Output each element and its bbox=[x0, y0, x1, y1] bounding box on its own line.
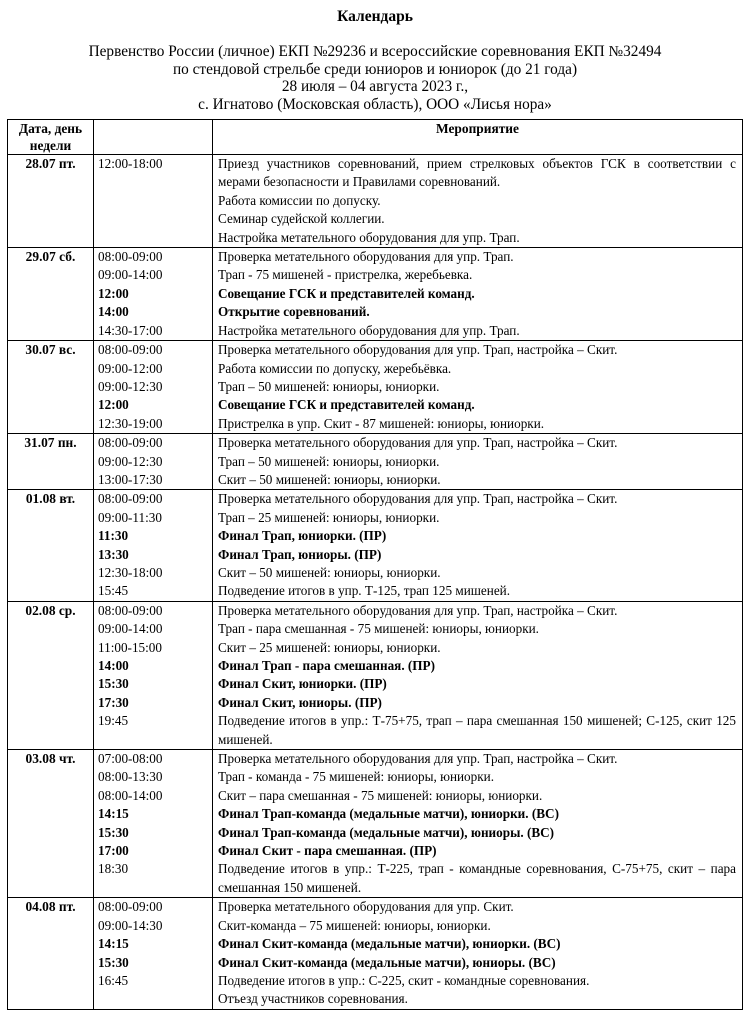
entry-event: Проверка метательного оборудования для упр. Трап, настройка – Скит. bbox=[218, 602, 618, 618]
entry-time: 16:45 bbox=[98, 972, 129, 988]
entry-time: 09:00-12:30 bbox=[98, 453, 163, 469]
entry-time: 12:30-19:00 bbox=[98, 415, 163, 431]
entry-event: Трап – 50 мишеней: юниоры, юниорки. bbox=[218, 453, 440, 469]
date-cell: 31.07 пн. bbox=[8, 434, 94, 490]
entry-time: 15:45 bbox=[98, 583, 129, 599]
entry-time: 12:00-18:00 bbox=[98, 156, 163, 172]
entry-event: Подведение итогов в упр.: Т-75+75, трап – пара смешанная 150 мишеней; С-125, скит 125 мишеней. bbox=[218, 713, 736, 747]
entry-event: Семинар судейской коллегии. bbox=[218, 211, 385, 227]
event-cell bbox=[213, 601, 743, 749]
entry-event: Работа комиссии по допуску, жеребьёвка. bbox=[218, 360, 452, 376]
date-cell: 30.07 вс. bbox=[8, 341, 94, 434]
event-cell bbox=[213, 898, 743, 1009]
entry-time: 15:30 bbox=[98, 824, 129, 840]
table-row bbox=[8, 490, 743, 601]
entry-time: 18:30 bbox=[98, 861, 129, 877]
entry-event: Финал Скит-команда (медальные матчи), юниорки. (ВС) bbox=[218, 936, 561, 952]
entry-time: 12:00 bbox=[98, 397, 129, 413]
entry-time: 08:00-09:00 bbox=[98, 435, 163, 451]
event-cell bbox=[213, 750, 743, 898]
entry-event: Скит – 25 мишеней: юниоры, юниорки. bbox=[218, 639, 441, 655]
date-cell: 03.08 чт. bbox=[8, 750, 94, 898]
entry-event: Финал Трап - пара смешанная. (ПР) bbox=[218, 658, 436, 674]
entry-event: Подведение итогов в упр. Т-125, трап 125 мишеней. bbox=[218, 583, 511, 599]
table-body bbox=[8, 155, 743, 1010]
entry-time: 12:00 bbox=[98, 285, 129, 301]
entry-event: Финал Трап-команда (медальные матчи), юниоры. (ВС) bbox=[218, 824, 555, 840]
table-row bbox=[8, 434, 743, 490]
entry-time: 08:00-09:00 bbox=[98, 342, 163, 358]
entry-event: Приезд участников соревнований, прием стрелковых объектов ГСК в соответствии с мерами безопасности и Правилами соревнований. bbox=[218, 156, 736, 190]
entry-time: 11:00-15:00 bbox=[98, 639, 162, 655]
table-header bbox=[8, 120, 743, 155]
entry-time: 17:30 bbox=[98, 694, 129, 710]
entry-time bbox=[94, 229, 212, 247]
entry-event: Трап – 50 мишеней: юниоры, юниорки. bbox=[218, 378, 440, 394]
entry-time: 14:15 bbox=[98, 936, 129, 952]
entry-time: 08:00-09:00 bbox=[98, 602, 163, 618]
entry-time: 08:00-13:30 bbox=[98, 769, 163, 785]
entry-event: Совещание ГСК и представителей команд. bbox=[218, 397, 475, 413]
entry-time: 13:30 bbox=[98, 546, 129, 562]
calendar-table bbox=[7, 119, 743, 1010]
event-cell bbox=[213, 341, 743, 434]
entry-time: 14:30-17:00 bbox=[98, 322, 163, 338]
entry-event: Трап - 75 мишеней - пристрелка, жеребьевка. bbox=[218, 267, 473, 283]
event-cell bbox=[213, 490, 743, 601]
entry-event: Финал Скит, юниоры. (ПР) bbox=[218, 694, 382, 710]
table-header-row bbox=[8, 120, 743, 155]
entry-event: Проверка метательного оборудования для упр. Скит. bbox=[218, 899, 514, 915]
entry-event: Трап - команда - 75 мишеней: юниоры, юниорки. bbox=[218, 769, 495, 785]
time-cell bbox=[94, 490, 213, 601]
entry-event: Финал Скит - пара смешанная. (ПР) bbox=[218, 843, 437, 859]
entry-time bbox=[94, 990, 212, 1008]
entry-time bbox=[94, 210, 212, 228]
table-row bbox=[8, 750, 743, 898]
entry-event: Финал Трап, юниоры. (ПР) bbox=[218, 546, 382, 562]
entry-event: Трап – 25 мишеней: юниоры, юниорки. bbox=[218, 509, 440, 525]
date-cell: 04.08 пт. bbox=[8, 898, 94, 1009]
entry-time: 08:00-14:00 bbox=[98, 787, 163, 803]
entry-event: Скит – пара смешанная - 75 мишеней: юниоры, юниорки. bbox=[218, 787, 543, 803]
page-title: Календарь bbox=[337, 8, 413, 25]
entry-time: 12:30-18:00 bbox=[98, 564, 163, 580]
entry-event: Настройка метательного оборудования для упр. Трап. bbox=[218, 322, 520, 338]
time-cell bbox=[94, 750, 213, 898]
entry-event: Проверка метательного оборудования для упр. Трап, настройка – Скит. bbox=[218, 751, 618, 767]
date-cell: 28.07 пт. bbox=[8, 155, 94, 248]
event-cell bbox=[213, 434, 743, 490]
entry-event: Открытие соревнований. bbox=[218, 304, 370, 320]
time-cell bbox=[94, 601, 213, 749]
entry-event: Финал Скит-команда (медальные матчи), юниоры. (ВС) bbox=[218, 954, 556, 970]
entry-time: 13:00-17:30 bbox=[98, 471, 163, 487]
entry-time: 11:30 bbox=[98, 528, 129, 544]
entry-event: Финал Скит, юниорки. (ПР) bbox=[218, 676, 387, 692]
subtitle-line-1: Первенство России (личное) ЕКП №29236 и всероссийские соревнования ЕКП №32494 bbox=[88, 43, 662, 61]
entry-event: Финал Трап, юниорки. (ПР) bbox=[218, 528, 387, 544]
entry-time: 14:00 bbox=[98, 658, 129, 674]
entry-time: 09:00-14:00 bbox=[98, 267, 163, 283]
entry-event: Настройка метательного оборудования для упр. Трап. bbox=[218, 229, 520, 245]
entry-event: Проверка метательного оборудования для упр. Трап, настройка – Скит. bbox=[218, 491, 618, 507]
event-cell bbox=[213, 248, 743, 341]
entry-event: Работа комиссии по допуску. bbox=[218, 192, 381, 208]
entry-event: Проверка метательного оборудования для упр. Трап, настройка – Скит. bbox=[218, 342, 618, 358]
entry-event: Проверка метательного оборудования для упр. Трап. bbox=[218, 249, 514, 265]
column-header-event: Мероприятие bbox=[213, 120, 743, 155]
date-cell: 02.08 ср. bbox=[8, 601, 94, 749]
entry-event: Трап - пара смешанная - 75 мишеней: юниоры, юниорки. bbox=[218, 621, 539, 637]
entry-event: Скит – 50 мишеней: юниоры, юниорки. bbox=[218, 471, 441, 487]
entry-event: Совещание ГСК и представителей команд. bbox=[218, 285, 475, 301]
entry-time: 09:00-14:30 bbox=[98, 917, 163, 933]
entry-time: 09:00-12:30 bbox=[98, 378, 163, 394]
entry-time: 07:00-08:00 bbox=[98, 751, 163, 767]
time-cell bbox=[94, 341, 213, 434]
entry-time: 08:00-09:00 bbox=[98, 899, 163, 915]
entry-time: 14:15 bbox=[98, 806, 129, 822]
table-row bbox=[8, 601, 743, 749]
table-row bbox=[8, 155, 743, 248]
entry-time: 15:30 bbox=[98, 954, 129, 970]
entry-time: 09:00-14:00 bbox=[98, 621, 163, 637]
entry-event: Пристрелка в упр. Скит - 87 мишеней: юниоры, юниорки. bbox=[218, 415, 545, 431]
entry-event: Подведение итогов в упр.: С-225, скит - командные соревнования. bbox=[218, 972, 590, 988]
entry-event: Скит – 50 мишеней: юниоры, юниорки. bbox=[218, 564, 441, 580]
entry-time: 15:30 bbox=[98, 676, 129, 692]
entry-time bbox=[94, 192, 212, 210]
column-header-date: Дата, день недели bbox=[8, 120, 94, 155]
event-cell bbox=[213, 155, 743, 248]
entry-event: Отъезд участников соревнования. bbox=[218, 991, 408, 1007]
document-subtitle bbox=[0, 25, 750, 113]
entry-time: 14:00 bbox=[98, 304, 129, 320]
entry-event: Финал Трап-команда (медальные матчи), юниорки. (ВС) bbox=[218, 806, 559, 822]
date-cell: 01.08 вт. bbox=[8, 490, 94, 601]
entry-event: Подведение итогов в упр.: Т-225, трап - командные соревнования, С-75+75, скит – пара смешанная 150 мишеней. bbox=[218, 861, 736, 895]
time-cell bbox=[94, 434, 213, 490]
entry-time: 09:00-11:30 bbox=[98, 509, 162, 525]
subtitle-line-3: 28 июля – 04 августа 2023 г., bbox=[281, 78, 469, 96]
table-row bbox=[8, 898, 743, 1009]
entry-time: 09:00-12:00 bbox=[98, 360, 163, 376]
subtitle-line-4: с. Игнатово (Московская область), ООО «Лисья нора» bbox=[198, 95, 552, 113]
time-cell bbox=[94, 248, 213, 341]
entry-event: Проверка метательного оборудования для упр. Трап, настройка – Скит. bbox=[218, 435, 618, 451]
table-row bbox=[8, 341, 743, 434]
entry-time: 08:00-09:00 bbox=[98, 249, 163, 265]
entry-event: Скит-команда – 75 мишеней: юниоры, юниорки. bbox=[218, 917, 491, 933]
entry-time: 08:00-09:00 bbox=[98, 491, 163, 507]
column-header-time bbox=[94, 120, 213, 155]
date-cell: 29.07 сб. bbox=[8, 248, 94, 341]
time-cell bbox=[94, 898, 213, 1009]
entry-time: 17:00 bbox=[98, 843, 129, 859]
time-cell bbox=[94, 155, 213, 248]
table-row bbox=[8, 248, 743, 341]
entry-time: 19:45 bbox=[98, 713, 129, 729]
subtitle-line-2: по стендовой стрельбе среди юниоров и юниорок (до 21 года) bbox=[172, 60, 578, 78]
